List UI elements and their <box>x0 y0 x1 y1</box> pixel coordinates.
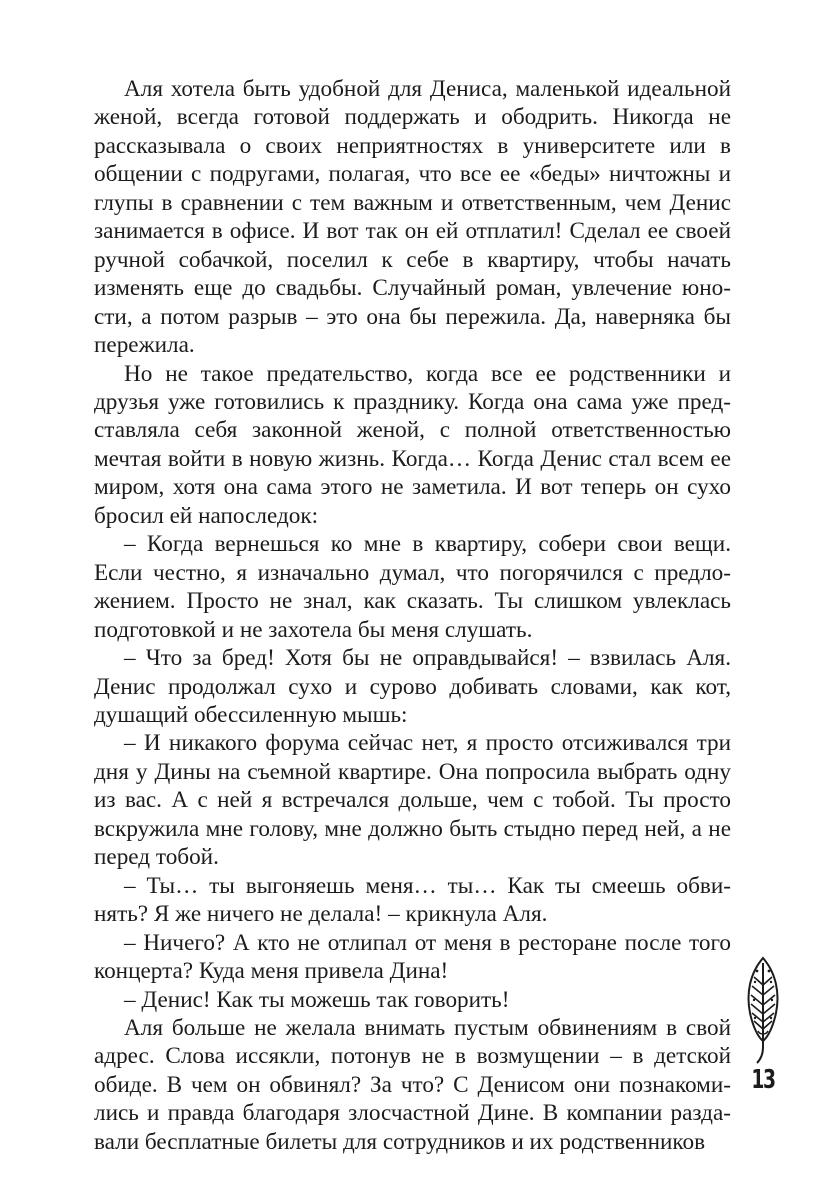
paragraph-6: – Ты… ты выгоняешь меня… ты… Как ты смеешь обвинять? Я же ничего не делала! – крикнула Аля. <box>94 872 731 928</box>
paragraph-1: Аля хотела быть удобной для Дениса, маленькой идеальной женой, всегда готовой поддержать и ободрить. Никогда не рассказывала о своих неприятностях в университете или в общении с подругами, полагая, что все ее «беды» ничтожны и глупы в сравнении с тем важным и ответственным, чем Денис занимается в офисе. И вот так он ей отплатил! Сделал ее своей ручной собачкой, поселил к себе в квартиру, чтобы начать изменять еще до свадьбы. Случайный роман, увлечение юности, а потом разрыв – это она бы пережила. Да, наверняка бы пережила. <box>94 76 731 359</box>
paragraph-3: – Когда вернешься ко мне в квартиру, собери свои вещи. Если честно, я изначально думал, что погорячился с предложением. Просто не знал, как сказать. Ты слишком увлеклась подготовкой и не захотела бы меня слушать. <box>94 531 731 643</box>
body-text <box>94 75 731 1156</box>
paragraph-7: – Ничего? А кто не отлипал от меня в ресторане после того концерта? Куда меня привела Дина! <box>94 929 731 985</box>
page-number: 13 <box>751 1065 775 1095</box>
paragraph-5: – И никакого форума сейчас нет, я просто отсиживался три дня у Дины на съемной квартире. Она попросила выбрать одну из вас. А с ней я встречался дольше, чем с тобой. Ты просто вскружила мне голову, мне должно быть стыдно перед ней, а не перед тобой. <box>94 730 731 871</box>
paragraph-4: – Что за бред! Хотя бы не оправдывайся! – взвилась Аля. Денис продолжал сухо и сурово добивать словами, как кот, душащий обессиленную мышь: <box>94 645 731 728</box>
paragraph-9: Аля больше не желала внимать пустым обвинениям в свой адрес. Слова иссякли, потонув не в возмущении – в детской обиде. В чем он обвинял? За что? С Денисом они познакомились и правда благодаря злосчастной Дине. В компании раздавали бесплатные билеты для сотрудников и их родственников <box>94 1014 731 1155</box>
feather-icon <box>743 955 783 1065</box>
paragraph-8: – Денис! Как ты можешь так говорить! <box>124 986 510 1013</box>
paragraph-2: Но не такое предательство, когда все ее родственники и друзья уже готовились к празднику. Когда она сама уже представляла себя законной женой, с полной ответственностью мечтая войти в новую жизнь. Когда… Когда Денис стал всем ее миром, хотя она сама этого не заметила. И вот теперь он сухо бросил ей напоследок: <box>94 360 731 529</box>
